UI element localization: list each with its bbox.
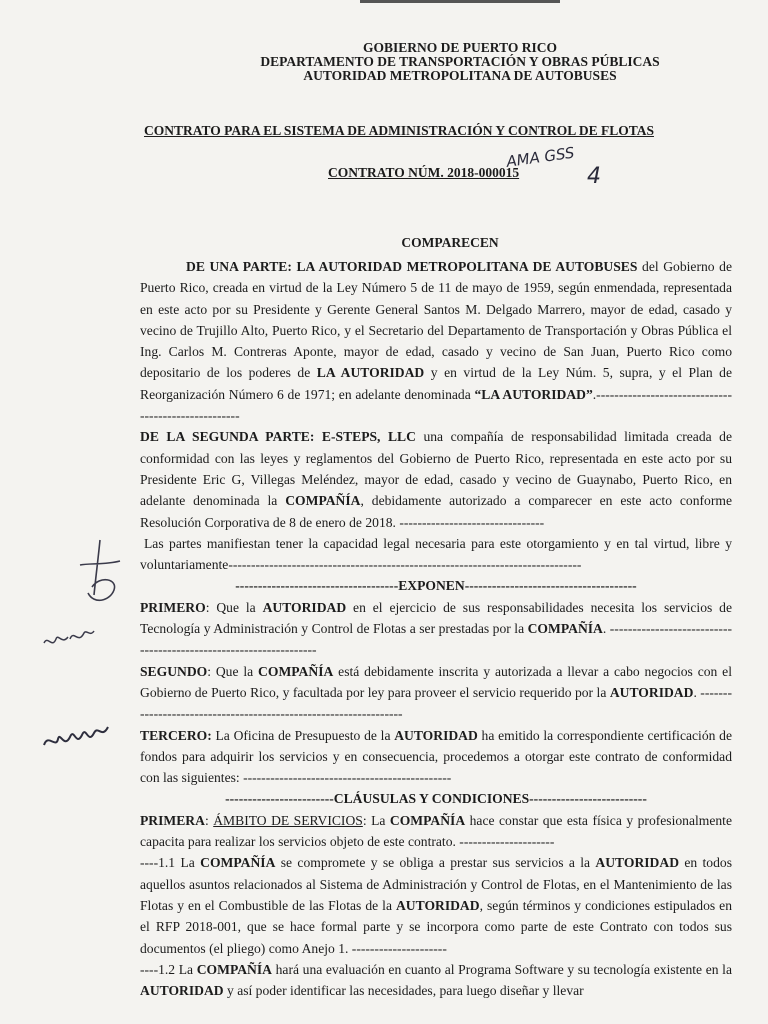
bold-span: AUTORIDAD xyxy=(394,727,478,743)
exponen-heading xyxy=(140,575,732,596)
header-line-2: DEPARTAMENTO DE TRANSPORTACIÓN Y OBRAS PÚBLICAS xyxy=(260,54,660,69)
paragraph-partes: Las partes manifiestan tener la capacidad legal necesaria para este otorgamiento y en tal virtud, libre y voluntariamente------------------------------------------------------------------------------ xyxy=(140,535,732,573)
clausulas-heading xyxy=(140,788,732,809)
bold-span: COMPAÑÍA xyxy=(258,663,334,679)
header-line-3: AUTORIDAD METROPOLITANA DE AUTOBUSES xyxy=(303,68,617,83)
text-span: y así poder identificar las necesidades, para luego diseñar y llevar xyxy=(223,983,584,999)
paragraph-item-1-2 xyxy=(140,959,732,1002)
text-span: : xyxy=(204,812,214,828)
document-body xyxy=(140,256,732,1001)
tercero-lead: TERCERO: xyxy=(140,727,212,743)
bold-span: AUTORIDAD xyxy=(595,855,680,871)
margin-initials-2 xyxy=(40,615,100,655)
segundo-lead: SEGUNDO xyxy=(140,663,208,679)
primera-lead: PRIMERA xyxy=(140,812,205,828)
text-span: , según términos y condiciones estipulados en el RFP 2018-001, que se hace formal parte y se incorpora como parte de este Contrato con todos sus documentos (el pliego) como Anejo 1. --------------------- xyxy=(140,897,732,956)
handwritten-annotation xyxy=(495,143,640,193)
header-line-1: GOBIERNO DE PUERTO RICO xyxy=(363,40,557,55)
document-title: CONTRATO PARA EL SISTEMA DE ADMINISTRACIÓN Y CONTROL DE FLOTAS xyxy=(144,123,654,138)
bold-span: COMPAÑÍA xyxy=(200,855,276,871)
text-span: del Gobierno de Puerto Rico, creada en virtud de la Ley Número 5 de 11 de mayo de 1959, según enmendada, representada en este acto por su Presidente y Gerente General Santos M. Delgado Marrero, mayor de edad, casado y vecino de Trujillo Alto, Puerto Rico, y el Secretario del Departamento de Transportación y Obras Pública el Ing. Carlos M. Contreras Aponte, mayor de edad, casado y vecino de San Juan, Puerto Rico como depositario de los poderes de xyxy=(140,259,732,381)
text-span: está debidamente inscrita y autorizada a llevar a cabo negocios con el Gobierno de Puerto Rico, y facultada por ley para proveer el servicio requerido por la xyxy=(140,663,732,700)
primero-lead: PRIMERO xyxy=(140,599,206,615)
text-span: hace constar que esta física y profesionalmente capacita para realizar los servicios objeto de este contrato. --------------------- xyxy=(140,812,732,850)
item-lead: ----1.1 xyxy=(140,855,176,871)
exponen-text: ------------------------------------EXPONEN-------------------------------------- xyxy=(235,578,637,594)
text-span: , debidamente autorizado a comparecer en este acto conforme Resolución Corporativa de 8 de enero de 2018. -------------------------------- xyxy=(140,493,732,530)
bold-span: COMPAÑÍA xyxy=(196,961,272,977)
bold-span: AUTORIDAD xyxy=(262,599,347,615)
paragraph-primero xyxy=(140,597,732,661)
bold-span: “LA AUTORIDAD” xyxy=(474,386,593,402)
text-span: se compromete y se obliga a prestar sus servicios a la xyxy=(275,855,596,871)
text-span: hará una evaluación en cuanto al Programa Software y su tecnología existente en la xyxy=(271,961,732,977)
text-span: en el ejercicio de sus responsabilidades necesita los servicios de Tecnología y Administración y Control de Flotas a ser prestadas por la xyxy=(140,599,732,637)
margin-initials-3 xyxy=(38,715,113,760)
text-span: .---------------------------------------------------- xyxy=(140,386,732,424)
text-span: y en virtud de la Ley Núm. 5, supra, y el Plan de Reorganización Número 6 de 1971; en adelante denominada xyxy=(140,365,732,402)
comparecen-heading: COMPARECEN xyxy=(401,235,499,250)
text-span: : Que la xyxy=(205,599,263,615)
paragraph-parte-una xyxy=(140,256,732,426)
contract-number: CONTRATO NÚM. 2018-000015 xyxy=(328,165,520,180)
bold-span: AUTORIDAD xyxy=(395,897,480,913)
paragraph-primera xyxy=(140,810,732,853)
bold-span: AUTORIDAD xyxy=(609,684,694,700)
party-two-lead: DE LA SEGUNDA PARTE: E-STEPS, LLC xyxy=(140,429,416,445)
text-span: . ----------------------------------------------------------------- xyxy=(140,684,732,722)
text-span: en todos aquellos asuntos relacionados al Sistema de Administración y Control de Flotas, en el Mantenimiento de las Flotas y en el Combustible de las Flotas de la xyxy=(140,855,732,913)
paragraph-segundo xyxy=(140,661,732,725)
party-one-lead: DE UNA PARTE: LA AUTORIDAD METROPOLITANA DE AUTOBUSES xyxy=(186,259,638,274)
bold-span: COMPAÑÍA xyxy=(389,812,466,828)
scan-edge-mark xyxy=(360,0,560,3)
bold-span: COMPAÑÍA xyxy=(285,493,361,509)
bold-span: AUTORIDAD xyxy=(140,983,224,999)
paragraph-item-1-1 xyxy=(140,852,732,958)
paragraph-tercero xyxy=(140,725,732,789)
clausulas-text: ------------------------CLÁUSULAS Y CONDICIONES-------------------------- xyxy=(225,791,647,807)
text-span: La Oficina de Presupuesto de la xyxy=(211,727,395,743)
text-span: La xyxy=(175,855,201,871)
text-span: : Que la xyxy=(207,663,259,679)
text-span: una compañía de responsabilidad limitada creada de conformidad con las leyes y reglamentos del Gobierno de Puerto Rico, representada en este acto por su Presidente Eric G, Villegas Meléndez, mayor de edad, casado y vecino de Guaynabo, Puerto Rico, en adelante denominada la xyxy=(140,429,732,509)
text-span: : La xyxy=(362,812,390,828)
item-lead: ----1.2 xyxy=(140,961,176,977)
text-span: ha emitido la correspondiente certificación de fondos para adquirir los servicios y en consecuencia, procedemos a otorgar este contrato de conformidad con las siguientes: ---------------------------------------------- xyxy=(140,727,732,786)
handwritten-number-correction: 4 xyxy=(587,164,601,189)
bold-span: COMPAÑÍA xyxy=(527,621,603,637)
text-span: La xyxy=(175,961,197,977)
handwritten-margin-note: AMA GSS xyxy=(505,143,576,171)
margin-signature-1 xyxy=(70,535,140,610)
underlined-span: ÁMBITO DE SERVICIOS xyxy=(213,812,363,828)
bold-span: LA AUTORIDAD xyxy=(316,365,425,381)
text-span: . ------------------------------------------------------------------ xyxy=(140,621,732,658)
paragraph-segunda-parte xyxy=(140,426,732,532)
